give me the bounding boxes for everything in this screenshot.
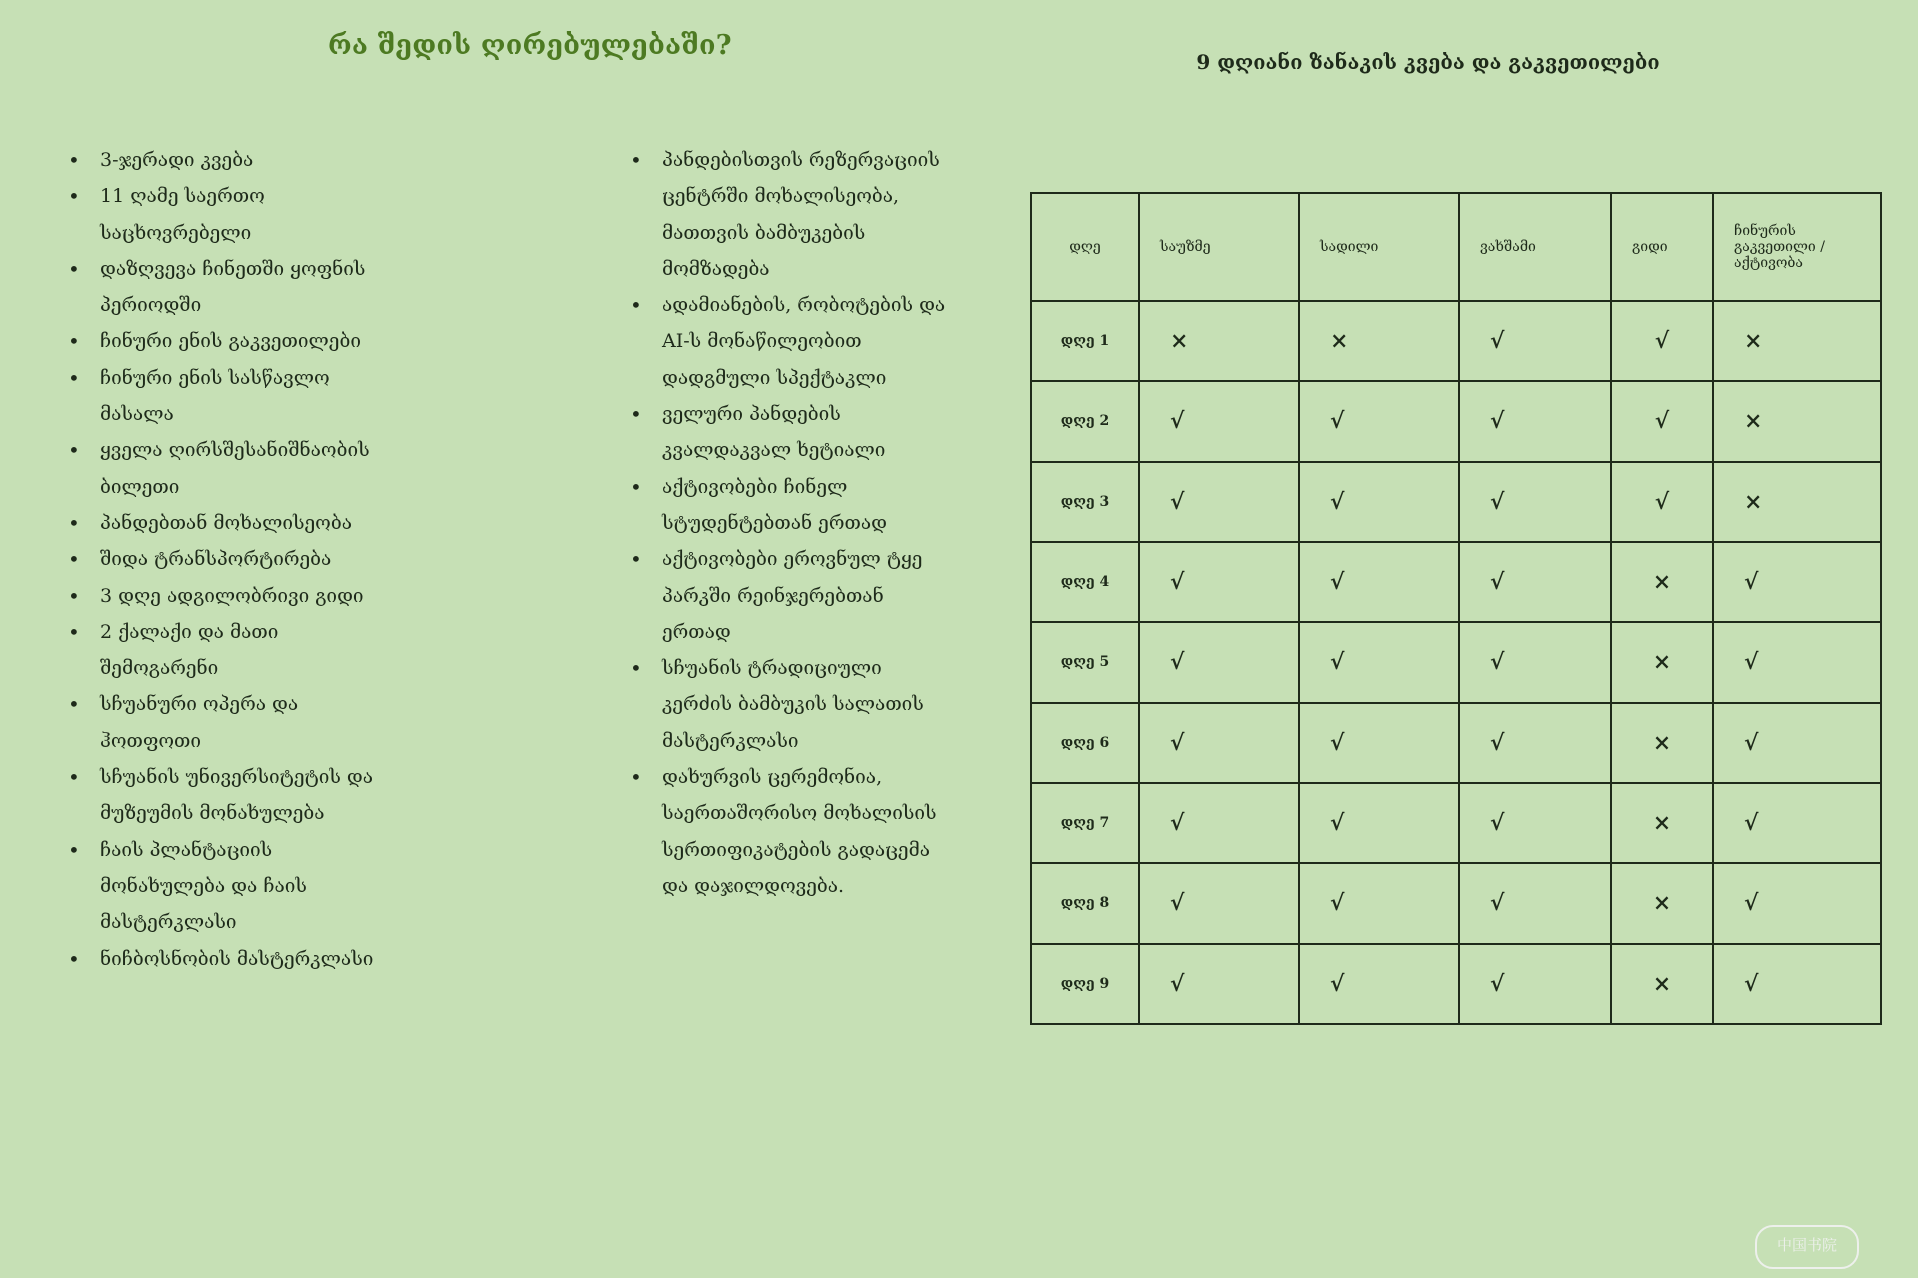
check-icon: √ bbox=[1459, 301, 1611, 381]
list-item: • აქტივობები ეროვნულ ტყე პარკში რეინჯერებთან ერთად bbox=[630, 541, 950, 650]
table-row bbox=[1031, 863, 1881, 943]
check-icon: √ bbox=[1459, 863, 1611, 943]
list-item: • 3-ჯერადი კვება bbox=[68, 142, 398, 178]
check-icon: √ bbox=[1713, 863, 1881, 943]
check-icon: √ bbox=[1459, 542, 1611, 622]
column-header: დღე bbox=[1031, 193, 1139, 301]
cross-icon: × bbox=[1299, 301, 1459, 381]
check-icon: √ bbox=[1459, 783, 1611, 863]
seal-logo-text: 中国书院 bbox=[1776, 1236, 1837, 1254]
cross-icon: × bbox=[1611, 542, 1713, 622]
day-cell: დღე 8 bbox=[1031, 863, 1139, 943]
cross-icon: × bbox=[1139, 301, 1299, 381]
list-item: • 3 დღე ადგილობრივი გიდი bbox=[68, 578, 398, 614]
day-cell: დღე 5 bbox=[1031, 622, 1139, 702]
check-icon: √ bbox=[1139, 462, 1299, 542]
cross-icon: × bbox=[1713, 301, 1881, 381]
day-cell: დღე 3 bbox=[1031, 462, 1139, 542]
list-item: • შიდა ტრანსპორტირება bbox=[68, 541, 398, 577]
list-item: • ყველა ღირსშესანიშნაობის ბილეთი bbox=[68, 432, 398, 505]
table-row bbox=[1031, 622, 1881, 702]
check-icon: √ bbox=[1299, 703, 1459, 783]
check-icon: √ bbox=[1459, 944, 1611, 1024]
list-item: • 11 ღამე საერთო საცხოვრებელი bbox=[68, 178, 398, 251]
check-icon: √ bbox=[1139, 622, 1299, 702]
check-icon: √ bbox=[1713, 542, 1881, 622]
check-icon: √ bbox=[1611, 381, 1713, 461]
list-item: • პანდებისთვის რეზერვაციის ცენტრში მოხალისეობა, მათთვის ბამბუკების მომზადება bbox=[630, 142, 950, 287]
check-icon: √ bbox=[1299, 622, 1459, 702]
table-row bbox=[1031, 462, 1881, 542]
check-icon: √ bbox=[1713, 783, 1881, 863]
cross-icon: × bbox=[1713, 381, 1881, 461]
table-row bbox=[1031, 542, 1881, 622]
included-list-a bbox=[68, 142, 398, 977]
day-cell: დღე 7 bbox=[1031, 783, 1139, 863]
check-icon: √ bbox=[1139, 944, 1299, 1024]
check-icon: √ bbox=[1139, 863, 1299, 943]
column-header: ჩინურის გაკვეთილი /აქტივობა bbox=[1713, 193, 1881, 301]
list-item: • ჩაის პლანტაციის მონახულება და ჩაის მასტერკლასი bbox=[68, 832, 398, 941]
table-row bbox=[1031, 944, 1881, 1024]
check-icon: √ bbox=[1459, 462, 1611, 542]
list-item: • დაზღვევა ჩინეთში ყოფნის პერიოდში bbox=[68, 251, 398, 324]
day-cell: დღე 9 bbox=[1031, 944, 1139, 1024]
check-icon: √ bbox=[1611, 462, 1713, 542]
table-header-row bbox=[1031, 193, 1881, 301]
cross-icon: × bbox=[1611, 944, 1713, 1024]
check-icon: √ bbox=[1713, 703, 1881, 783]
check-icon: √ bbox=[1299, 462, 1459, 542]
list-item: • ჩინური ენის სასწავლო მასალა bbox=[68, 360, 398, 433]
table-row bbox=[1031, 381, 1881, 461]
schedule-title: 9 დღიანი ზანაკის კვება და გაკვეთილები bbox=[1196, 50, 1660, 74]
check-icon: √ bbox=[1299, 863, 1459, 943]
day-cell: დღე 2 bbox=[1031, 381, 1139, 461]
included-list-b bbox=[630, 142, 950, 904]
check-icon: √ bbox=[1611, 301, 1713, 381]
day-cell: დღე 6 bbox=[1031, 703, 1139, 783]
list-item: • სჩუანის უნივერსიტეტის და მუზეუმის მონახულება bbox=[68, 759, 398, 832]
table-row bbox=[1031, 783, 1881, 863]
list-item: • ჩინური ენის გაკვეთილები bbox=[68, 323, 398, 359]
list-item: • ნიჩბოსნობის მასტერკლასი bbox=[68, 941, 398, 977]
list-item: • ადამიანების, რობოტების და AI-ს მონაწილეობით დადგმული სპექტაკლი bbox=[630, 287, 950, 396]
schedule-table bbox=[1030, 192, 1882, 1025]
column-header: სადილი bbox=[1299, 193, 1459, 301]
day-cell: დღე 1 bbox=[1031, 301, 1139, 381]
table-row bbox=[1031, 703, 1881, 783]
cross-icon: × bbox=[1611, 783, 1713, 863]
check-icon: √ bbox=[1459, 381, 1611, 461]
day-cell: დღე 4 bbox=[1031, 542, 1139, 622]
check-icon: √ bbox=[1299, 944, 1459, 1024]
cross-icon: × bbox=[1611, 703, 1713, 783]
check-icon: √ bbox=[1139, 542, 1299, 622]
list-item: • პანდებთან მოხალისეობა bbox=[68, 505, 398, 541]
list-item: • სჩუანური ოპერა და ჰოთფოთი bbox=[68, 686, 398, 759]
check-icon: √ bbox=[1299, 381, 1459, 461]
table-row bbox=[1031, 301, 1881, 381]
seal-logo bbox=[1755, 1225, 1859, 1269]
check-icon: √ bbox=[1713, 622, 1881, 702]
check-icon: √ bbox=[1299, 542, 1459, 622]
column-header: ვახშამი bbox=[1459, 193, 1611, 301]
check-icon: √ bbox=[1139, 783, 1299, 863]
check-icon: √ bbox=[1459, 703, 1611, 783]
check-icon: √ bbox=[1299, 783, 1459, 863]
list-item: • დახურვის ცერემონია, საერთაშორისო მოხალისის სერთიფიკატების გადაცემა და დაჯილდოვება. bbox=[630, 759, 950, 904]
check-icon: √ bbox=[1713, 944, 1881, 1024]
list-item: • 2 ქალაქი და მათი შემოგარენი bbox=[68, 614, 398, 687]
cross-icon: × bbox=[1713, 462, 1881, 542]
check-icon: √ bbox=[1139, 381, 1299, 461]
list-item: • სჩუანის ტრადიციული კერძის ბამბუკის სალათის მასტერკლასი bbox=[630, 650, 950, 759]
column-header: საუზმე bbox=[1139, 193, 1299, 301]
cross-icon: × bbox=[1611, 863, 1713, 943]
list-item: • აქტივობები ჩინელ სტუდენტებთან ერთად bbox=[630, 469, 950, 542]
left-title: რა შედის ღირებულებაში? bbox=[328, 30, 732, 61]
column-header: გიდი bbox=[1611, 193, 1713, 301]
check-icon: √ bbox=[1139, 703, 1299, 783]
list-item: • ველური პანდების კვალდაკვალ ხეტიალი bbox=[630, 396, 950, 469]
cross-icon: × bbox=[1611, 622, 1713, 702]
check-icon: √ bbox=[1459, 622, 1611, 702]
